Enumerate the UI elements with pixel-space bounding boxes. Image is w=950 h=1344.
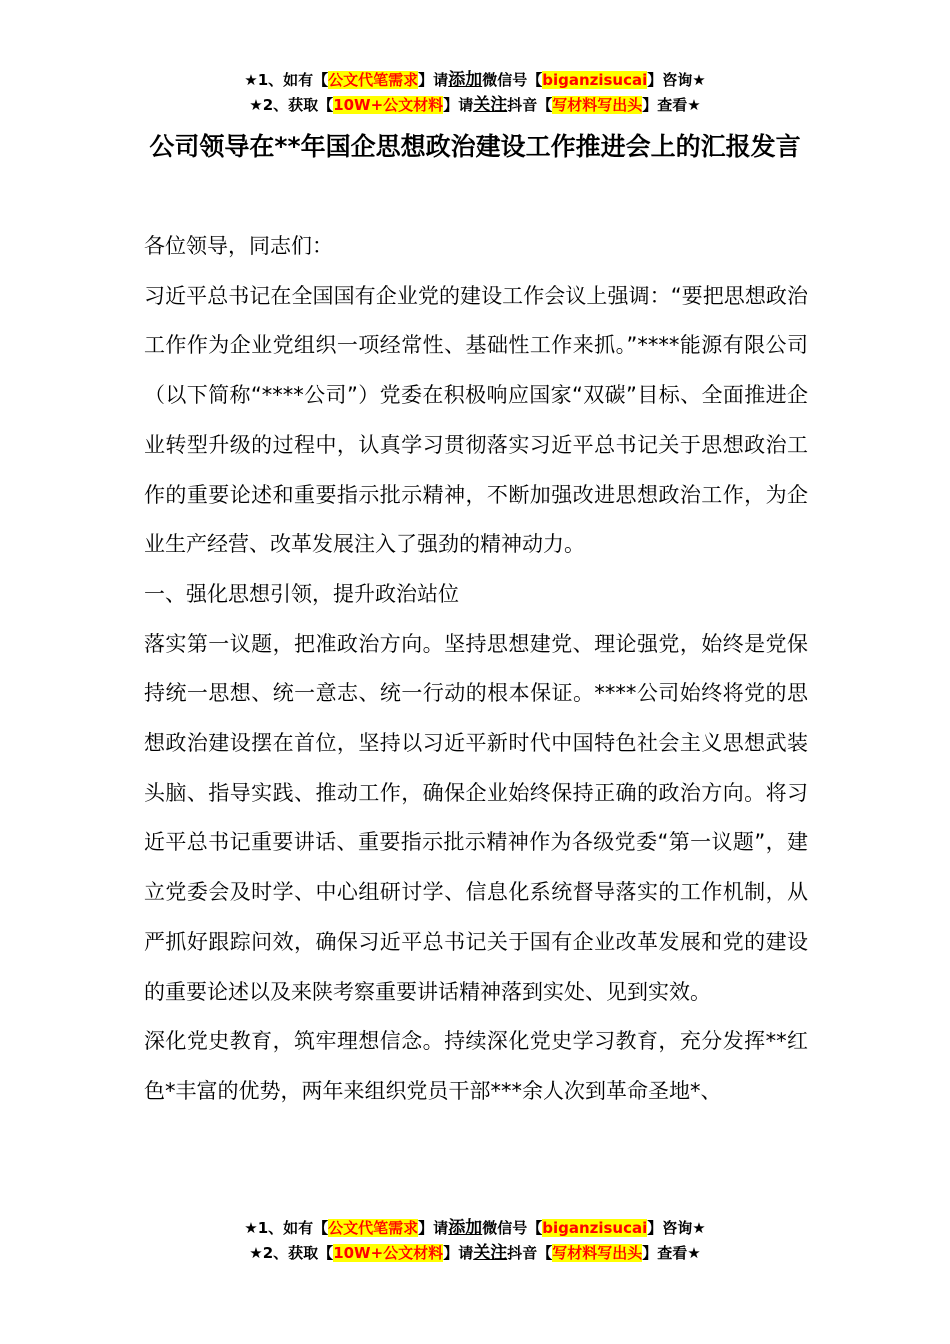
- header-banner: [0, 68, 950, 118]
- header-banner-line-1: [0, 68, 950, 93]
- underlined-word: 关注: [473, 1243, 508, 1263]
- banner-text: 】查看★: [642, 96, 701, 114]
- highlight-wechat-id: biganzisucai: [542, 71, 648, 89]
- highlight-douyin-account: 写材料写出头: [552, 96, 643, 114]
- highlight-douyin-account: 写材料写出头: [552, 1244, 643, 1262]
- banner-text: 】请: [443, 1244, 474, 1262]
- banner-text: 】查看★: [642, 1244, 701, 1262]
- highlight-service: 公文代笔需求: [328, 1219, 419, 1237]
- banner-text: ★2、获取【: [249, 1244, 334, 1262]
- document-title: 公司领导在**年国企思想政治建设工作推进会上的汇报发言: [149, 132, 801, 161]
- banner-text: ★2、获取【: [249, 96, 334, 114]
- banner-text: 抖音【: [507, 1244, 553, 1262]
- footer-banner-line-2: [0, 1241, 950, 1266]
- highlight-service: 公文代笔需求: [328, 71, 419, 89]
- body-paragraph: 落实第一议题，把准政治方向。坚持思想建党、理论强党，始终是党保持统一思想、统一意志、统一行动的根本保证。****公司始终将党的思想政治建设摆在首位，坚持以习近平新时代中国特色社会主义思想武装头脑、指导实践、推动工作，确保企业始终保持正确的政治方向。将习近平总书记重要讲话、重要指示批示精神作为各级党委“第一议题”，建立党委会及时学、中心组研讨学、信息化系统督导落实的工作机制，从严抓好跟踪问效，确保习近平总书记关于国有企业改革发展和党的建设的重要论述以及来陕考察重要讲话精神落到实处、见到实效。: [144, 631, 808, 1004]
- body-paragraph: 习近平总书记在全国国有企业党的建设工作会议上强调：“要把思想政治工作作为企业党组织一项经常性、基础性工作来抓。”****能源有限公司（以下简称“****公司”）党委在积极响应国家“双碳”目标、全面推进企业转型升级的过程中，认真学习贯彻落实习近平总书记关于思想政治工作的重要论述和重要指示批示精神，不断加强改进思想政治工作，为企业生产经营、改革发展注入了强劲的精神动力。: [144, 283, 808, 557]
- banner-text: 】请: [418, 1219, 449, 1237]
- underlined-word: 添加: [448, 1218, 483, 1238]
- highlight-wechat-id: biganzisucai: [542, 1219, 648, 1237]
- body-paragraph: 深化党史教育，筑牢理想信念。持续深化党史学习教育，充分发挥**红色*丰富的优势，两年来组织党员干部***余人次到革命圣地*、: [144, 1029, 808, 1103]
- banner-text: ★1、如有【: [244, 71, 329, 89]
- document-body: [144, 222, 808, 1117]
- header-banner-line-2: [0, 93, 950, 118]
- highlight-materials: 10W+公文材料: [333, 96, 444, 114]
- banner-text: ★1、如有【: [244, 1219, 329, 1237]
- underlined-word: 关注: [473, 95, 508, 115]
- section-heading: 一、强化思想引领，提升政治站位: [144, 581, 459, 606]
- banner-text: 微信号【: [482, 1219, 543, 1237]
- highlight-materials: 10W+公文材料: [333, 1244, 444, 1262]
- footer-banner: [0, 1216, 950, 1266]
- banner-text: 】请: [443, 96, 474, 114]
- banner-text: 】咨询★: [647, 71, 706, 89]
- banner-text: 微信号【: [482, 71, 543, 89]
- banner-text: 抖音【: [507, 96, 553, 114]
- banner-text: 】咨询★: [647, 1219, 706, 1237]
- underlined-word: 添加: [448, 70, 483, 90]
- salutation: 各位领导，同志们：: [144, 234, 333, 258]
- banner-text: 】请: [418, 71, 449, 89]
- footer-banner-line-1: [0, 1216, 950, 1241]
